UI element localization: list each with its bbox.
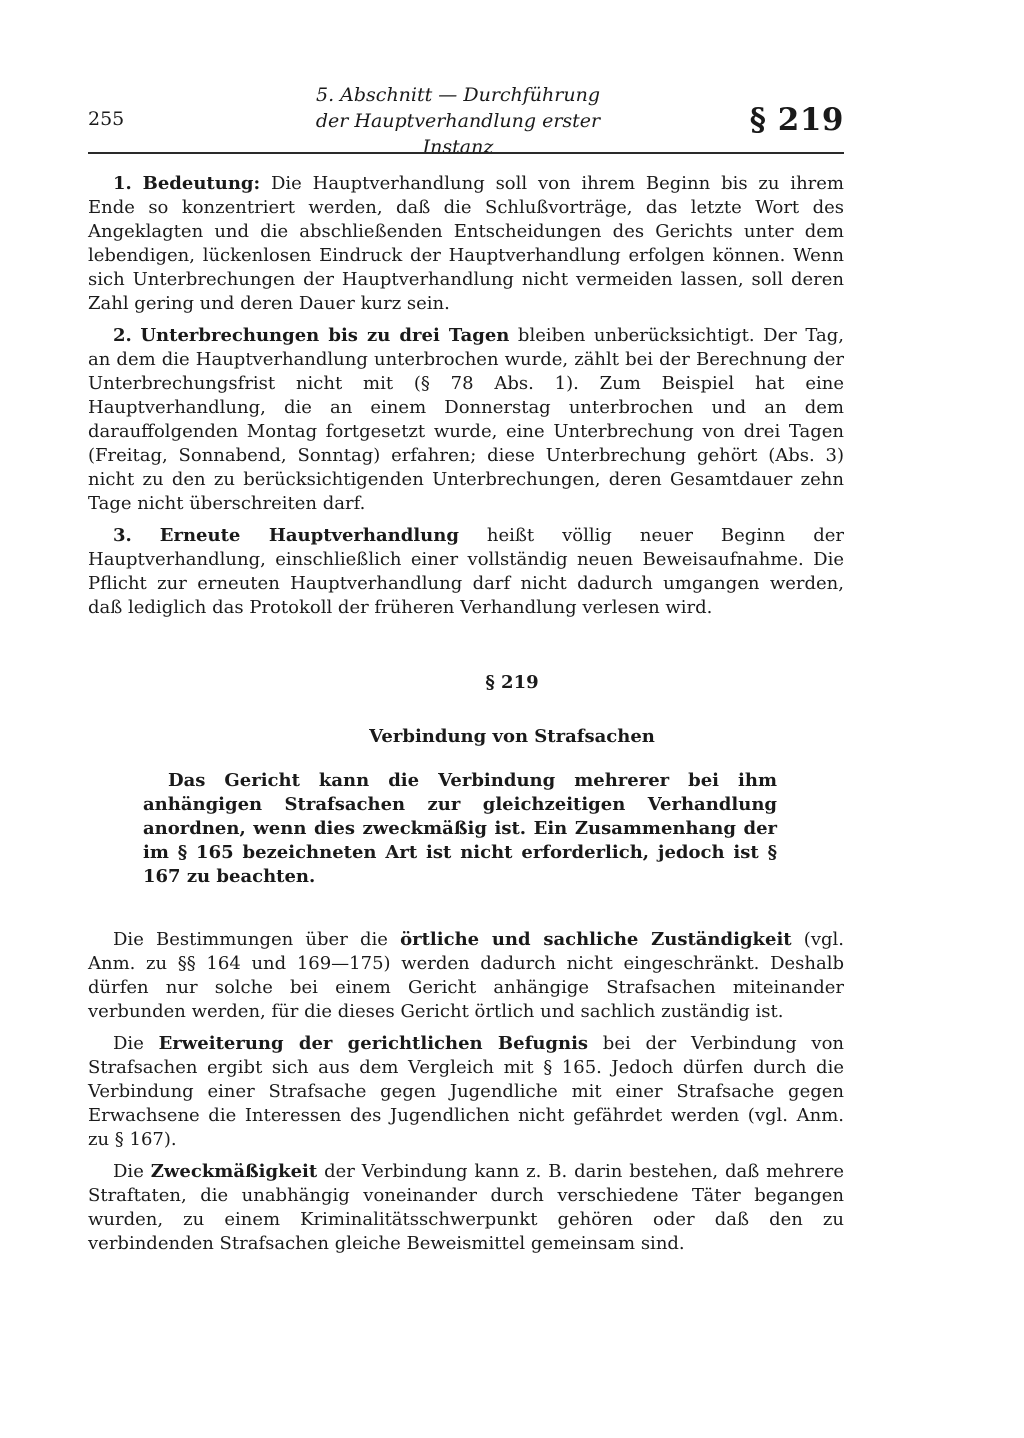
paragraph-emphasis: Erweiterung der gerichtlichen Befugnis xyxy=(158,1033,589,1054)
commentary-note-1 xyxy=(88,172,844,316)
running-head xyxy=(278,82,638,160)
running-head-line-2: der Hauptverhandlung erster Instanz xyxy=(315,110,601,158)
header-rule xyxy=(88,152,844,154)
commentary-paragraph-1 xyxy=(88,928,844,1024)
note-lead: Unterbrechungen bis zu drei Tagen xyxy=(140,325,510,346)
paragraph-text: der Verbindung kann z. B. darin bestehen, daß mehrere Straftaten, die unabhängig voneinander durch verschiedene Täter begangen wurden, zu einem Kriminalitätsschwerpunkt gehören oder daß den zu verbindenden Strafsachen gleiche Beweismittel gemeinsam sind. xyxy=(88,1161,845,1254)
note-text: bleiben unberücksichtigt. Der Tag, an dem die Hauptverhandlung unterbrochen wurde, zählt bei der Berechnung der Unterbrechungsfrist nicht mit (§ 78 Abs. 1). Zum Beispiel hat eine Hauptverhandlung, die an einem Donnerstag unterbrochen und an dem darauffolgenden Montag fortgesetzt wurde, eine Unterbrechung von drei Tagen (Freitag, Sonnabend, Sonntag) erfahren; diese Unterbrechung gehört (Abs. 3) nicht zu den zu berücksichtigenden Unterbrechungen, deren Gesamtdauer zehn Tage nicht überschreiten darf. xyxy=(88,325,844,514)
commentary-paragraph-3 xyxy=(88,1160,844,1256)
section-commentary xyxy=(88,928,844,1264)
previous-commentary xyxy=(88,172,844,628)
statute-text: Das Gericht kann die Verbindung mehrerer bei ihm anhängigen Strafsachen zur gleichzeitigen Verhandlung anordnen, wenn dies zweckmäßig ist. Ein Zusammenhang der im § 165 bezeichneten Art ist nicht erforderlich, jedoch ist § 167 zu beachten. xyxy=(143,770,777,887)
section-title: Verbindung von Strafsachen xyxy=(369,726,655,747)
paragraph-text: (vgl. Anm. zu §§ 164 und 169—175) werden dadurch nicht eingeschränkt. Deshalb dürfen nur solche bei einem Gericht anhängige Strafsachen miteinander verbunden werden, für die dieses Gericht örtlich und sachlich zuständig ist. xyxy=(88,929,844,1022)
paragraph-text: Die xyxy=(113,1033,159,1054)
note-number: 1. xyxy=(113,173,132,194)
paragraph-text: Die Bestimmungen über die xyxy=(113,929,401,950)
note-lead: Bedeutung: xyxy=(142,173,261,194)
commentary-note-2 xyxy=(88,324,844,516)
note-text: Die Hauptverhandlung soll von ihrem Beginn bis zu ihrem Ende so konzentriert werden, daß die Schlußvorträge, das letzte Wort des Angeklagten und die abschließenden Entscheidungen des Gerichts unter dem lebendigen, lückenlosen Eindruck der Hauptverhandlung erfolgen können. Wenn sich Unterbrechungen der Hauptverhandlung nicht vermeiden lassen, soll deren Zahl gering und deren Dauer kurz sein. xyxy=(88,173,844,314)
paragraph-emphasis: örtliche und sachliche Zuständigkeit xyxy=(400,929,792,950)
section-number: § 219 xyxy=(485,672,539,693)
paragraph-text: bei der Verbindung von Strafsachen ergibt sich aus dem Vergleich mit § 165. Jedoch dürfen durch die Verbindung einer Strafsache gegen Jugendliche mit einer Strafsache gegen Erwachsene die Interessen des Jugendlichen nicht gefährdet werden (vgl. Anm. zu § 167). xyxy=(88,1033,845,1150)
page-header xyxy=(88,78,844,158)
note-lead: Erneute Hauptverhandlung xyxy=(159,525,459,546)
running-head-line-1: 5. Abschnitt — Durchführung xyxy=(316,84,600,106)
commentary-note-3 xyxy=(88,524,844,620)
note-number: 2. xyxy=(113,325,132,346)
commentary-paragraph-2 xyxy=(88,1032,844,1152)
page-number: 255 xyxy=(88,108,125,130)
header-section-sign: § 219 xyxy=(749,102,844,138)
paragraph-emphasis: Zweckmäßigkeit xyxy=(150,1161,318,1182)
note-text: heißt völlig neuer Beginn der Hauptverhandlung, einschließlich einer vollständig neuen Beweisaufnahme. Die Pflicht zur erneuten Hauptverhandlung darf nicht dadurch umgangen werden, daß lediglich das Protokoll der früheren Verhandlung verlesen wird. xyxy=(88,525,844,618)
paragraph-text: Die xyxy=(113,1161,151,1182)
note-number: 3. xyxy=(113,525,132,546)
